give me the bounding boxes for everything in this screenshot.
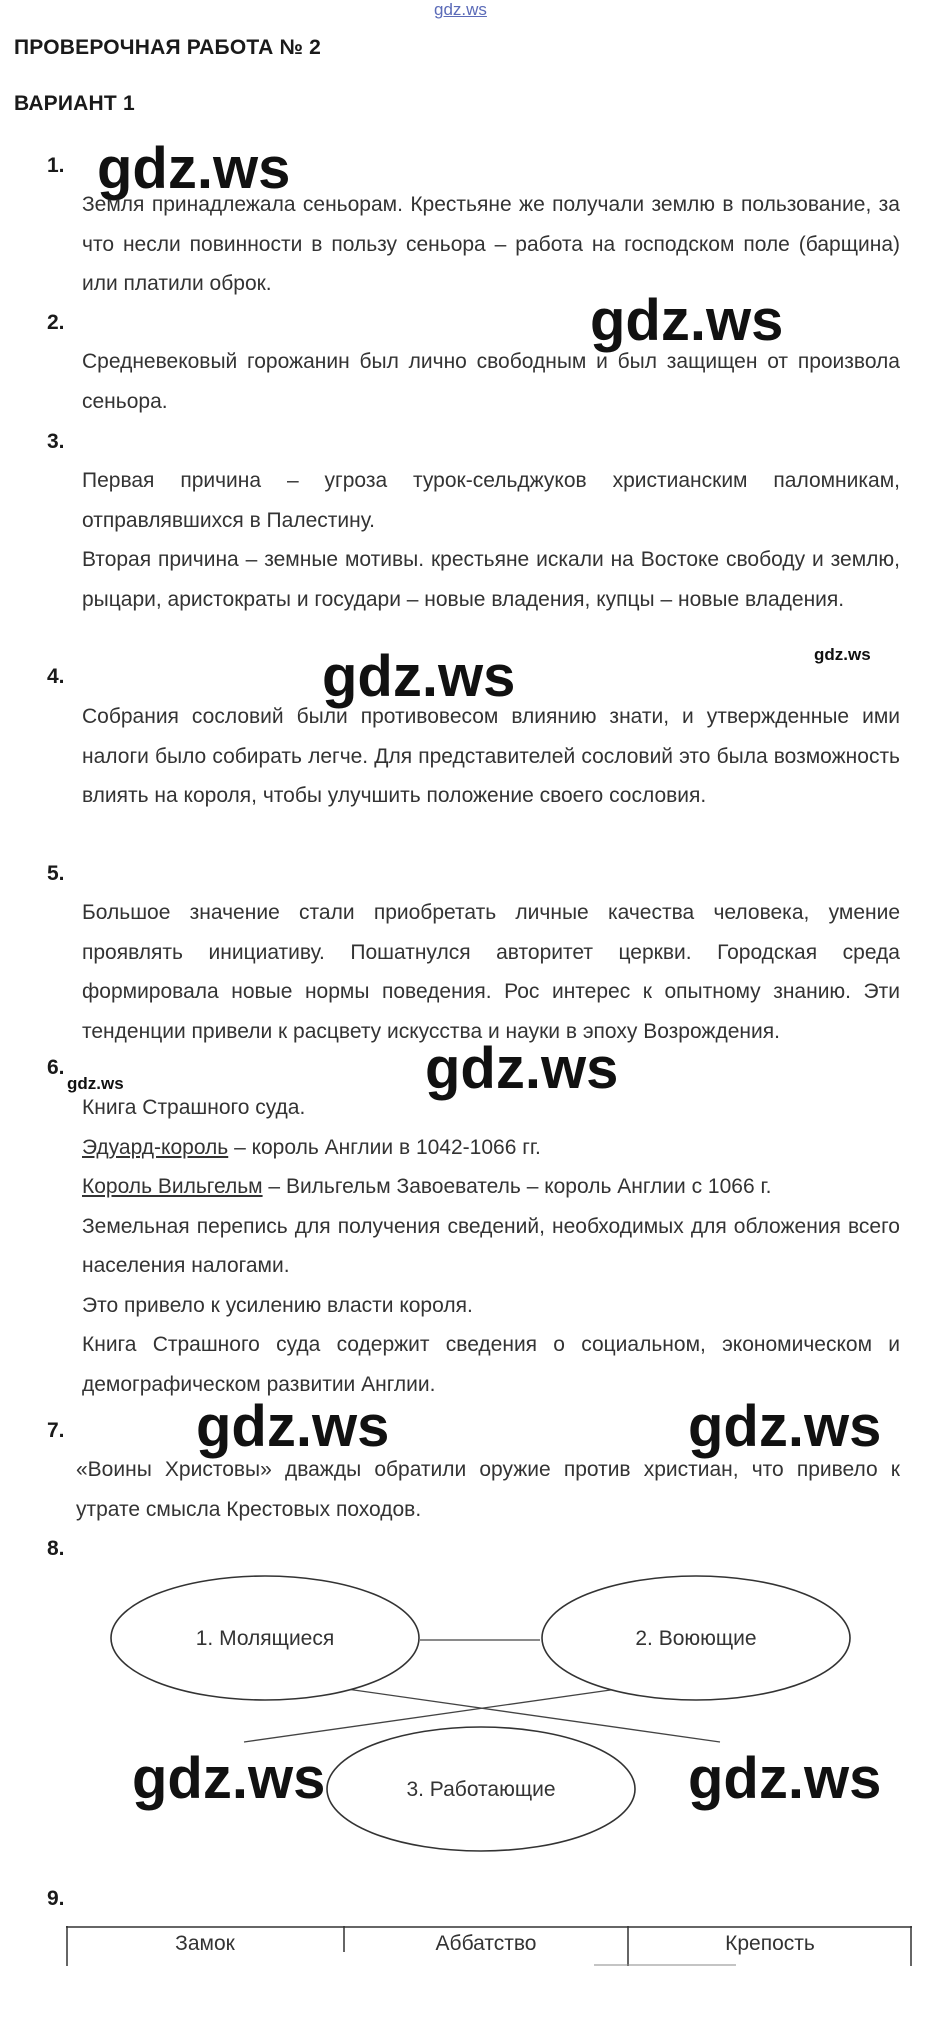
answer-5 (82, 893, 900, 1051)
question-number-3: 3. (47, 430, 65, 453)
watermark: gdz.ws (97, 136, 291, 201)
answer-6-paragraph-2 (82, 1128, 900, 1168)
answer-5-text: Большое значение стали приобретать личные качества человека, умение проявлять инициативу. Пошатнулся авторитет церкви. Городская среда формировала новые нормы поведения. Рос интерес к опытному знанию. Эти тенденции привели к расцвету искусства и науки в эпоху Возрождения. (82, 901, 900, 1043)
answer-6-paragraph-3 (82, 1167, 900, 1207)
variant-heading: ВАРИАНТ 1 (14, 92, 135, 115)
question-number-2: 2. (47, 311, 65, 334)
answer-3-paragraph-1: Первая причина – угроза турок-сельджуков христианским паломникам, отправлявшихся в Палестину. (82, 469, 900, 532)
answer-2 (82, 342, 900, 421)
question-number-5: 5. (47, 862, 65, 885)
term-edward-king: Эдуард-король (82, 1135, 229, 1159)
term-william-definition: – Вильгельм Завоеватель – король Англии с 1066 г. (262, 1175, 772, 1198)
watermark: gdz.ws (590, 288, 784, 353)
page-title: ПРОВЕРОЧНАЯ РАБОТА № 2 (14, 36, 321, 59)
answer-6-paragraph-5: Это привело к усилению власти короля. (82, 1293, 473, 1317)
answer-2-text: Средневековый горожанин был лично свободным и был защищен от произвола сеньора. (82, 350, 900, 413)
answer-1 (82, 185, 900, 304)
answer-4-text: Собрания сословий были противовесом влиянию знати, и утвержденные ими налоги было собирать легче. Для представителей сословий это была возможность влиять на короля, чтобы улучшить положение своего сословия. (82, 705, 900, 807)
question-number-4: 4. (47, 665, 65, 688)
answer-6 (82, 1088, 900, 1404)
table-header-abbey: Аббатство (435, 1932, 537, 1955)
answer-1-text: Земля принадлежала сеньорам. Крестьяне же получали землю в пользование, за что несли повинности в пользу сеньора – работа на господском поле (барщина) или платили оброк. (82, 193, 900, 295)
answer-6-paragraph-6: Книга Страшного суда содержит сведения о социальном, экономическом и демографическом развитии Англии. (82, 1333, 900, 1396)
node-working-label: 3. Работающие (406, 1778, 556, 1801)
watermark: gdz.ws (67, 1074, 124, 1093)
term-edward-definition: – король Англии в 1042-1066 гг. (228, 1135, 541, 1159)
watermark: gdz.ws (196, 1394, 390, 1459)
watermark: gdz.ws (814, 645, 871, 664)
watermark: gdz.ws (425, 1036, 619, 1101)
watermark: gdz.ws (132, 1746, 326, 1811)
answer-3 (82, 461, 900, 619)
question-number-7: 7. (47, 1419, 65, 1442)
question-number-9: 9. (47, 1887, 65, 1910)
answer-4 (82, 697, 900, 816)
answer-3-paragraph-2: Вторая причина – земные мотивы. крестьяне искали на Востоке свободу и землю, рыцари, аристократы и государи – новые владения, купцы – новые владения. (82, 548, 900, 611)
question-number-6: 6. (47, 1056, 65, 1079)
question-9-table (66, 1926, 912, 1966)
answer-6-paragraph-4: Земельная перепись для получения сведений, необходимых для обложения всего населения налогами. (82, 1214, 900, 1277)
table-header-castle: Замок (175, 1932, 235, 1955)
table-header-fortress: Крепость (725, 1932, 815, 1955)
top-watermark-link[interactable]: gdz.ws (434, 0, 487, 19)
watermark: gdz.ws (322, 644, 516, 709)
watermark: gdz.ws (688, 1394, 882, 1459)
question-number-8: 8. (47, 1537, 65, 1560)
watermark: gdz.ws (688, 1746, 882, 1811)
question-number-1: 1. (47, 154, 65, 177)
answer-7 (76, 1450, 900, 1529)
node-praying-label: 1. Молящиеся (195, 1627, 335, 1650)
term-king-william: Король Вильгельм (82, 1175, 263, 1198)
answer-6-paragraph-1: Книга Страшного суда. (82, 1096, 306, 1119)
node-fighting-label: 2. Воюющие (635, 1627, 757, 1650)
estates-diagram (0, 1570, 932, 1870)
answer-7-text: «Воины Христовы» дважды обратили оружие против христиан, что привело к утрате смысла Крестовых походов. (76, 1458, 900, 1521)
